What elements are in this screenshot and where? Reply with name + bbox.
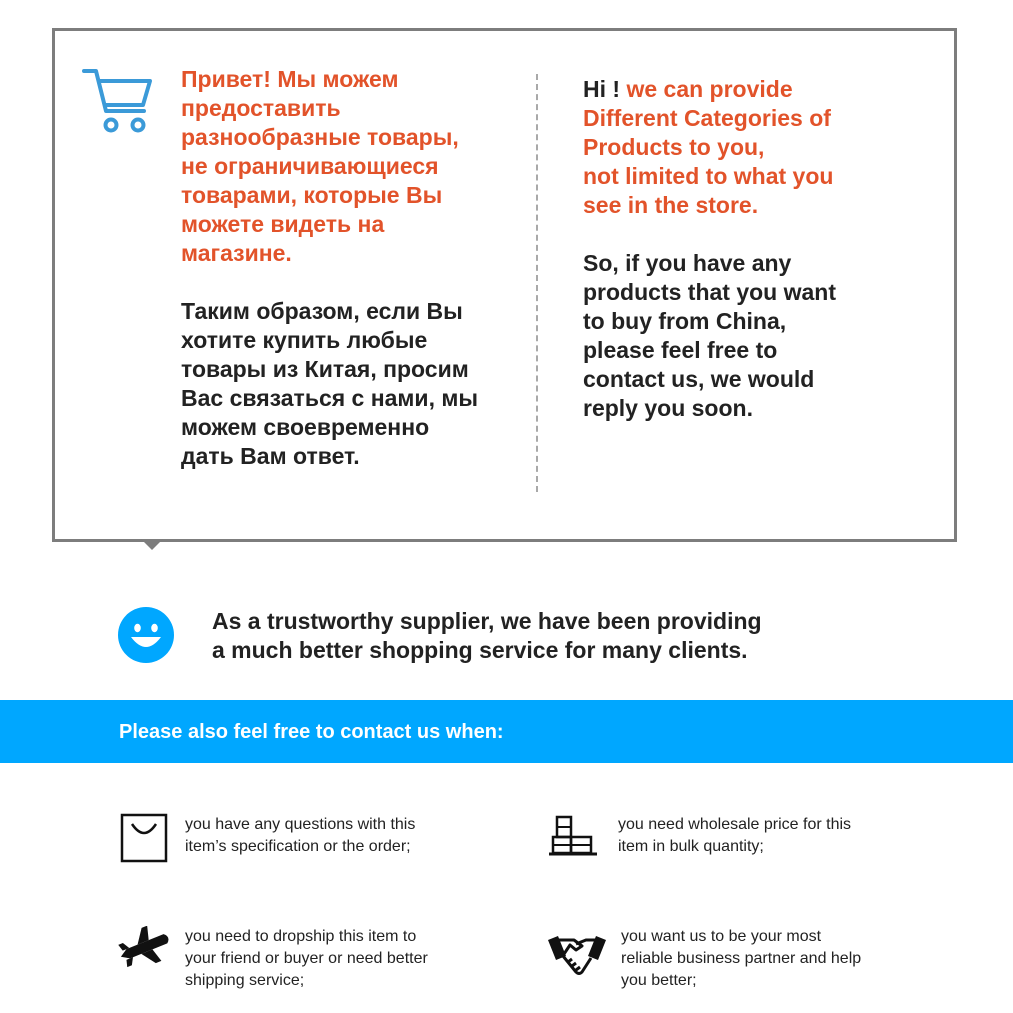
english-column: [583, 75, 928, 423]
warehouse-boxes-icon: [549, 815, 597, 857]
trust-line: As a trustworthy supplier, we have been providing: [212, 608, 762, 634]
reason-text: [185, 814, 415, 858]
en-body-line: reply you soon.: [583, 395, 753, 421]
ru-body-line: хотите купить любые: [181, 327, 428, 353]
column-divider: [536, 74, 538, 492]
ru-intro-line: магазине.: [181, 240, 292, 266]
reason-line: you need wholesale price for this: [618, 816, 852, 833]
ru-intro-line: разнообразные товары,: [181, 124, 459, 150]
ru-intro-line: Привет! Мы можем: [181, 66, 399, 92]
reason-text: [185, 926, 428, 992]
ru-intro-line: можете видеть на: [181, 211, 385, 237]
reason-line: your friend or buyer or need better: [185, 950, 428, 967]
trust-line: a much better shopping service for many clients.: [212, 637, 748, 663]
reason-line: you need to dropship this item to: [185, 928, 417, 945]
ru-intro-line: не ограничивающиеся: [181, 153, 439, 179]
reason-line: item’s specification or the order;: [185, 838, 411, 855]
shopping-bag-icon: [120, 813, 168, 863]
en-intro-line: not limited to what you: [583, 163, 834, 189]
ru-body-line: можем своевременно: [181, 414, 430, 440]
reason-text: [618, 814, 851, 858]
reason-line: item in bulk quantity;: [618, 838, 764, 855]
reason-line: you have any questions with this: [185, 816, 416, 833]
en-body-line: to buy from China,: [583, 308, 787, 334]
handshake-icon: [546, 932, 608, 982]
ru-body-line: дать Вам ответ.: [181, 443, 360, 469]
en-intro-line: Different Categories of: [583, 105, 831, 131]
en-greeting: Hi !: [583, 76, 621, 102]
en-intro-line: see in the store.: [583, 192, 759, 218]
en-intro-first: we can provide: [620, 76, 793, 102]
reason-line: you better;: [621, 972, 697, 989]
trust-statement: [212, 607, 892, 665]
ru-body-line: товары из Китая, просим: [181, 356, 469, 382]
reason-line: you want us to be your most: [621, 928, 822, 945]
card-pointer: [141, 539, 163, 550]
en-body-line: products that you want: [583, 279, 836, 305]
reason-line: shipping service;: [185, 972, 305, 989]
en-body-line: contact us, we would: [583, 366, 815, 392]
banner-text: Please also feel free to contact us when:: [119, 721, 504, 743]
ru-body-line: Вас связаться с нами, мы: [181, 385, 479, 411]
shopping-cart-icon: [82, 67, 154, 135]
reason-line: reliable business partner and help: [621, 950, 862, 967]
en-intro-line: Products to you,: [583, 134, 765, 160]
airplane-icon: [117, 926, 173, 968]
en-body-line: So, if you have any: [583, 250, 792, 276]
reason-text: [621, 926, 861, 992]
russian-column: [181, 65, 531, 471]
contact-banner: [0, 700, 1013, 763]
en-intro-first-line: [583, 75, 928, 104]
ru-intro-line: предоставить: [181, 95, 341, 121]
ru-intro-line: товарами, которые Вы: [181, 182, 443, 208]
en-body-line: please feel free to: [583, 337, 778, 363]
ru-body-line: Таким образом, если Вы: [181, 298, 463, 324]
smiley-icon: [118, 607, 174, 663]
